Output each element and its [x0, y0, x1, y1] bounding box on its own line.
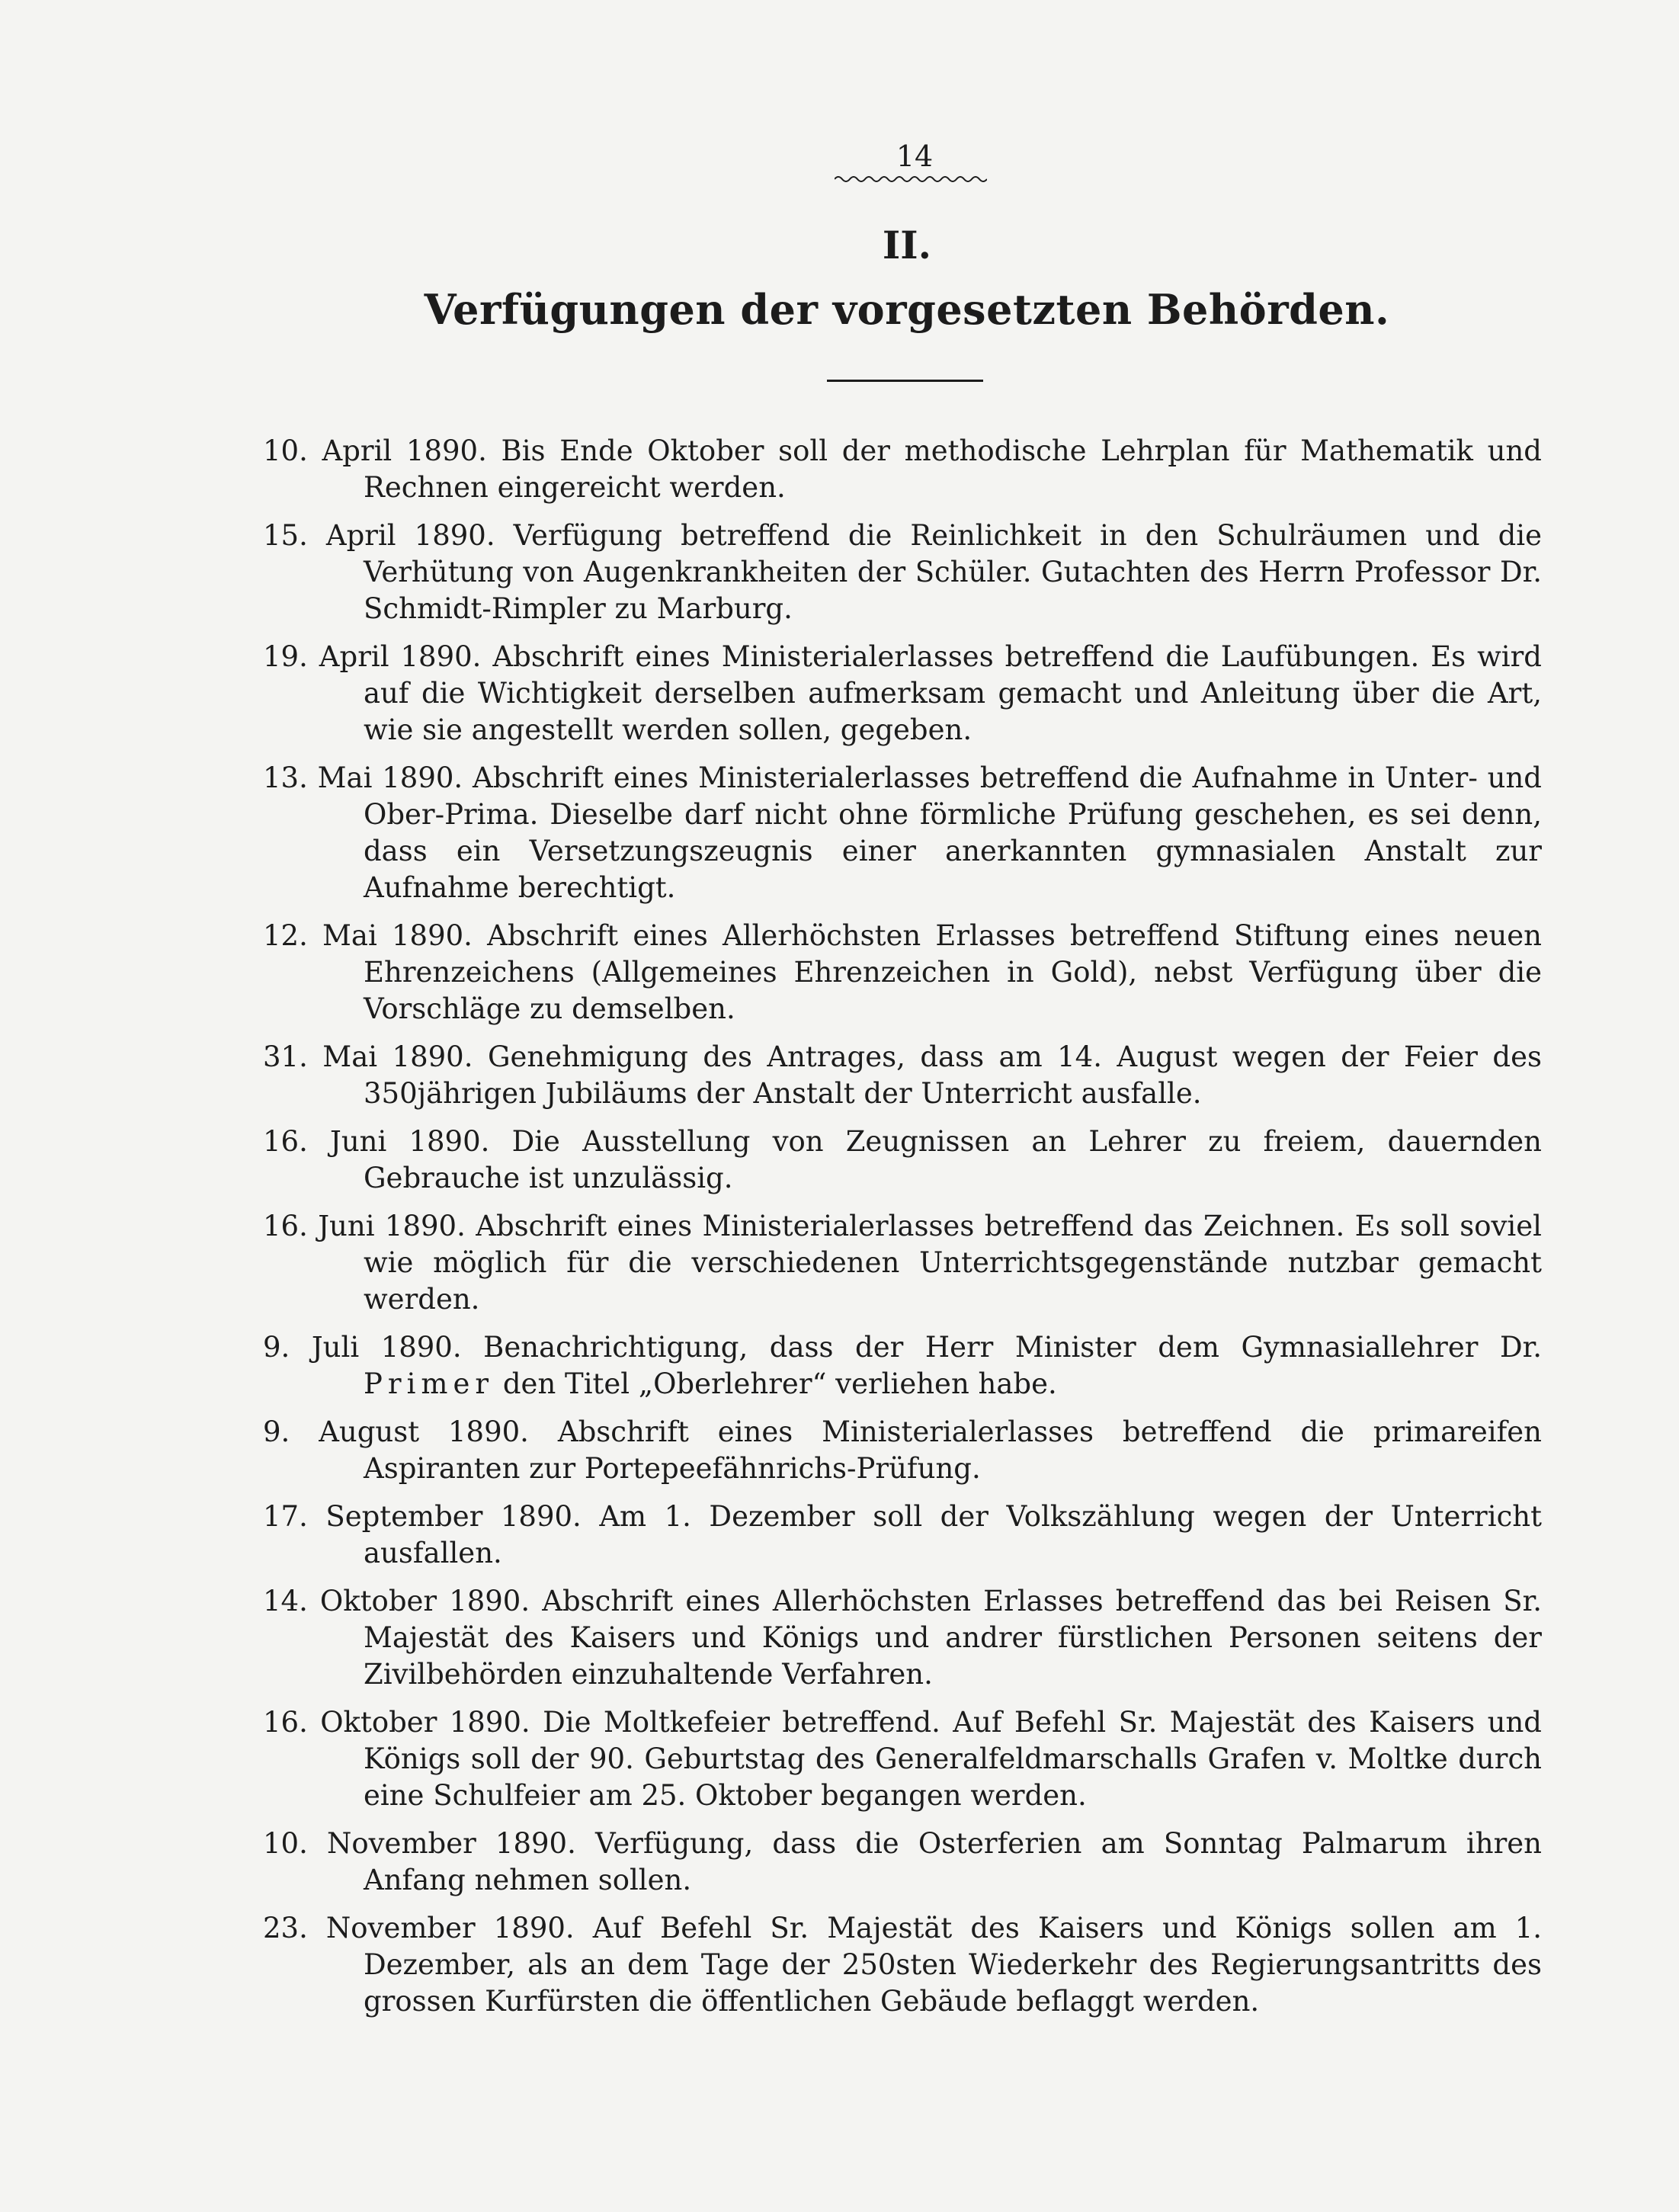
entry-text: Am 1. Dezember soll der Volkszählung wegen der Unterricht ausfallen.: [364, 1500, 1542, 1569]
decree-list: [263, 433, 1542, 2031]
entry-text-continued: den Titel „Oberlehrer“ verliehen habe.: [502, 1367, 1057, 1400]
entry-text: Verfügung, dass die Osterferien am Sonntag Palmarum ihren Anfang nehmen sollen.: [364, 1827, 1543, 1896]
entry-text: Benachrichtigung, dass der Herr Minister dem Gymnasiallehrer Dr.: [483, 1331, 1542, 1364]
decree-entry: [263, 1208, 1542, 1318]
decree-entry: [263, 1039, 1542, 1112]
section-title: Verfügungen der vorgesetzten Behörden.: [424, 285, 1390, 334]
decree-entry: [263, 433, 1542, 506]
entry-date: 31. Mai 1890.: [263, 1040, 473, 1073]
entry-date: 19. April 1890.: [263, 640, 482, 673]
entry-date: 16. Juni 1890.: [263, 1125, 490, 1158]
decree-entry: [263, 1124, 1542, 1197]
decree-entry: [263, 1826, 1542, 1899]
entry-date: 9. August 1890.: [263, 1415, 529, 1448]
decree-entry: [263, 1704, 1542, 1814]
entry-text: Die Moltkefeier betreffend. Auf Befehl Sr. Majestät des Kaisers und Königs soll der 90. Geburtstag des Generalfeldmarschalls Grafen v. Moltke durch eine Schulfeier am 25. Oktober begangen werden.: [364, 1706, 1542, 1812]
decree-entry: [263, 1910, 1542, 2020]
page-number: 14: [896, 139, 934, 173]
decree-entry: [263, 760, 1542, 906]
entry-text: Abschrift eines Ministerialerlasses betreffend die Aufnahme in Unter- und Ober-Prima. Dieselbe darf nicht ohne förmliche Prüfung geschehen, es sei denn, dass ein Versetzungszeugnis einer anerkannten gymnasialen Anstalt zur Aufnahme berechtigt.: [364, 761, 1542, 904]
entry-text: Abschrift eines Ministerialerlasses betreffend die Laufübungen. Es wird auf die Wichtigkeit derselben aufmerksam gemacht und Anleitung über die Art, wie sie angestellt werden sollen, gegeben.: [364, 640, 1542, 746]
entry-text: Die Ausstellung von Zeugnissen an Lehrer zu freiem, dauernden Gebrauche ist unzulässig.: [364, 1125, 1542, 1194]
title-divider: [827, 380, 983, 382]
entry-date: 10. April 1890.: [263, 434, 487, 467]
entry-date: 13. Mai 1890.: [263, 761, 463, 794]
entry-text: Genehmigung des Antrages, dass am 14. August wegen der Feier des 350jährigen Jubiläums der Anstalt der Unterricht ausfalle.: [364, 1040, 1542, 1110]
decree-entry: [263, 1329, 1542, 1403]
entry-date: 16. Oktober 1890.: [263, 1706, 530, 1739]
decree-entry: [263, 639, 1542, 749]
decree-entry: [263, 918, 1542, 1027]
entry-date: 15. April 1890.: [263, 519, 495, 552]
entry-date: 16. Juni 1890.: [263, 1210, 466, 1242]
entry-date: 9. Juli 1890.: [263, 1331, 462, 1364]
entry-date: 17. September 1890.: [263, 1500, 582, 1533]
entry-text: Auf Befehl Sr. Majestät des Kaisers und Königs sollen am 1. Dezember, als an dem Tage der 250sten Wiederkehr des Regierungsantritts des grossen Kurfürsten die öffentlichen Gebäude beflaggt werden.: [364, 1912, 1543, 2018]
entry-text: Abschrift eines Ministerialerlasses betreffend das Zeichnen. Es soll soviel wie möglich für die verschiedenen Unterrichtsgegenstände nutzbar gemacht werden.: [364, 1210, 1542, 1316]
decree-entry: [263, 1414, 1542, 1487]
entry-date: 10. November 1890.: [263, 1827, 576, 1860]
entry-text: Abschrift eines Ministerialerlasses betreffend die primareifen Aspiranten zur Portepeefähnrichs-Prüfung.: [364, 1415, 1543, 1485]
entry-text: Bis Ende Oktober soll der methodische Lehrplan für Mathematik und Rechnen eingereicht werden.: [364, 434, 1542, 504]
decree-entry: [263, 518, 1542, 627]
page-number-ornament: [835, 174, 987, 184]
entry-spaced-name: Primer: [364, 1367, 495, 1400]
entry-text: Abschrift eines Allerhöchsten Erlasses betreffend das bei Reisen Sr. Majestät des Kaisers und Königs und andrer fürstlichen Personen seitens der Zivilbehörden einzuhaltende Verfahren.: [364, 1585, 1542, 1691]
entry-date: 14. Oktober 1890.: [263, 1585, 530, 1617]
entry-date: 12. Mai 1890.: [263, 919, 473, 952]
entry-text: Abschrift eines Allerhöchsten Erlasses betreffend Stiftung eines neuen Ehrenzeichens (Allgemeines Ehrenzeichen in Gold), nebst Verfügung über die Vorschläge zu demselben.: [364, 919, 1543, 1025]
decree-entry: [263, 1583, 1542, 1693]
section-numeral: II.: [882, 223, 932, 268]
entry-date: 23. November 1890.: [263, 1912, 575, 1944]
decree-entry: [263, 1499, 1542, 1572]
entry-text: Verfügung betreffend die Reinlichkeit in den Schulräumen und die Verhütung von Augenkrankheiten der Schüler. Gutachten des Herrn Professor Dr. Schmidt-Rimpler zu Marburg.: [364, 519, 1542, 625]
